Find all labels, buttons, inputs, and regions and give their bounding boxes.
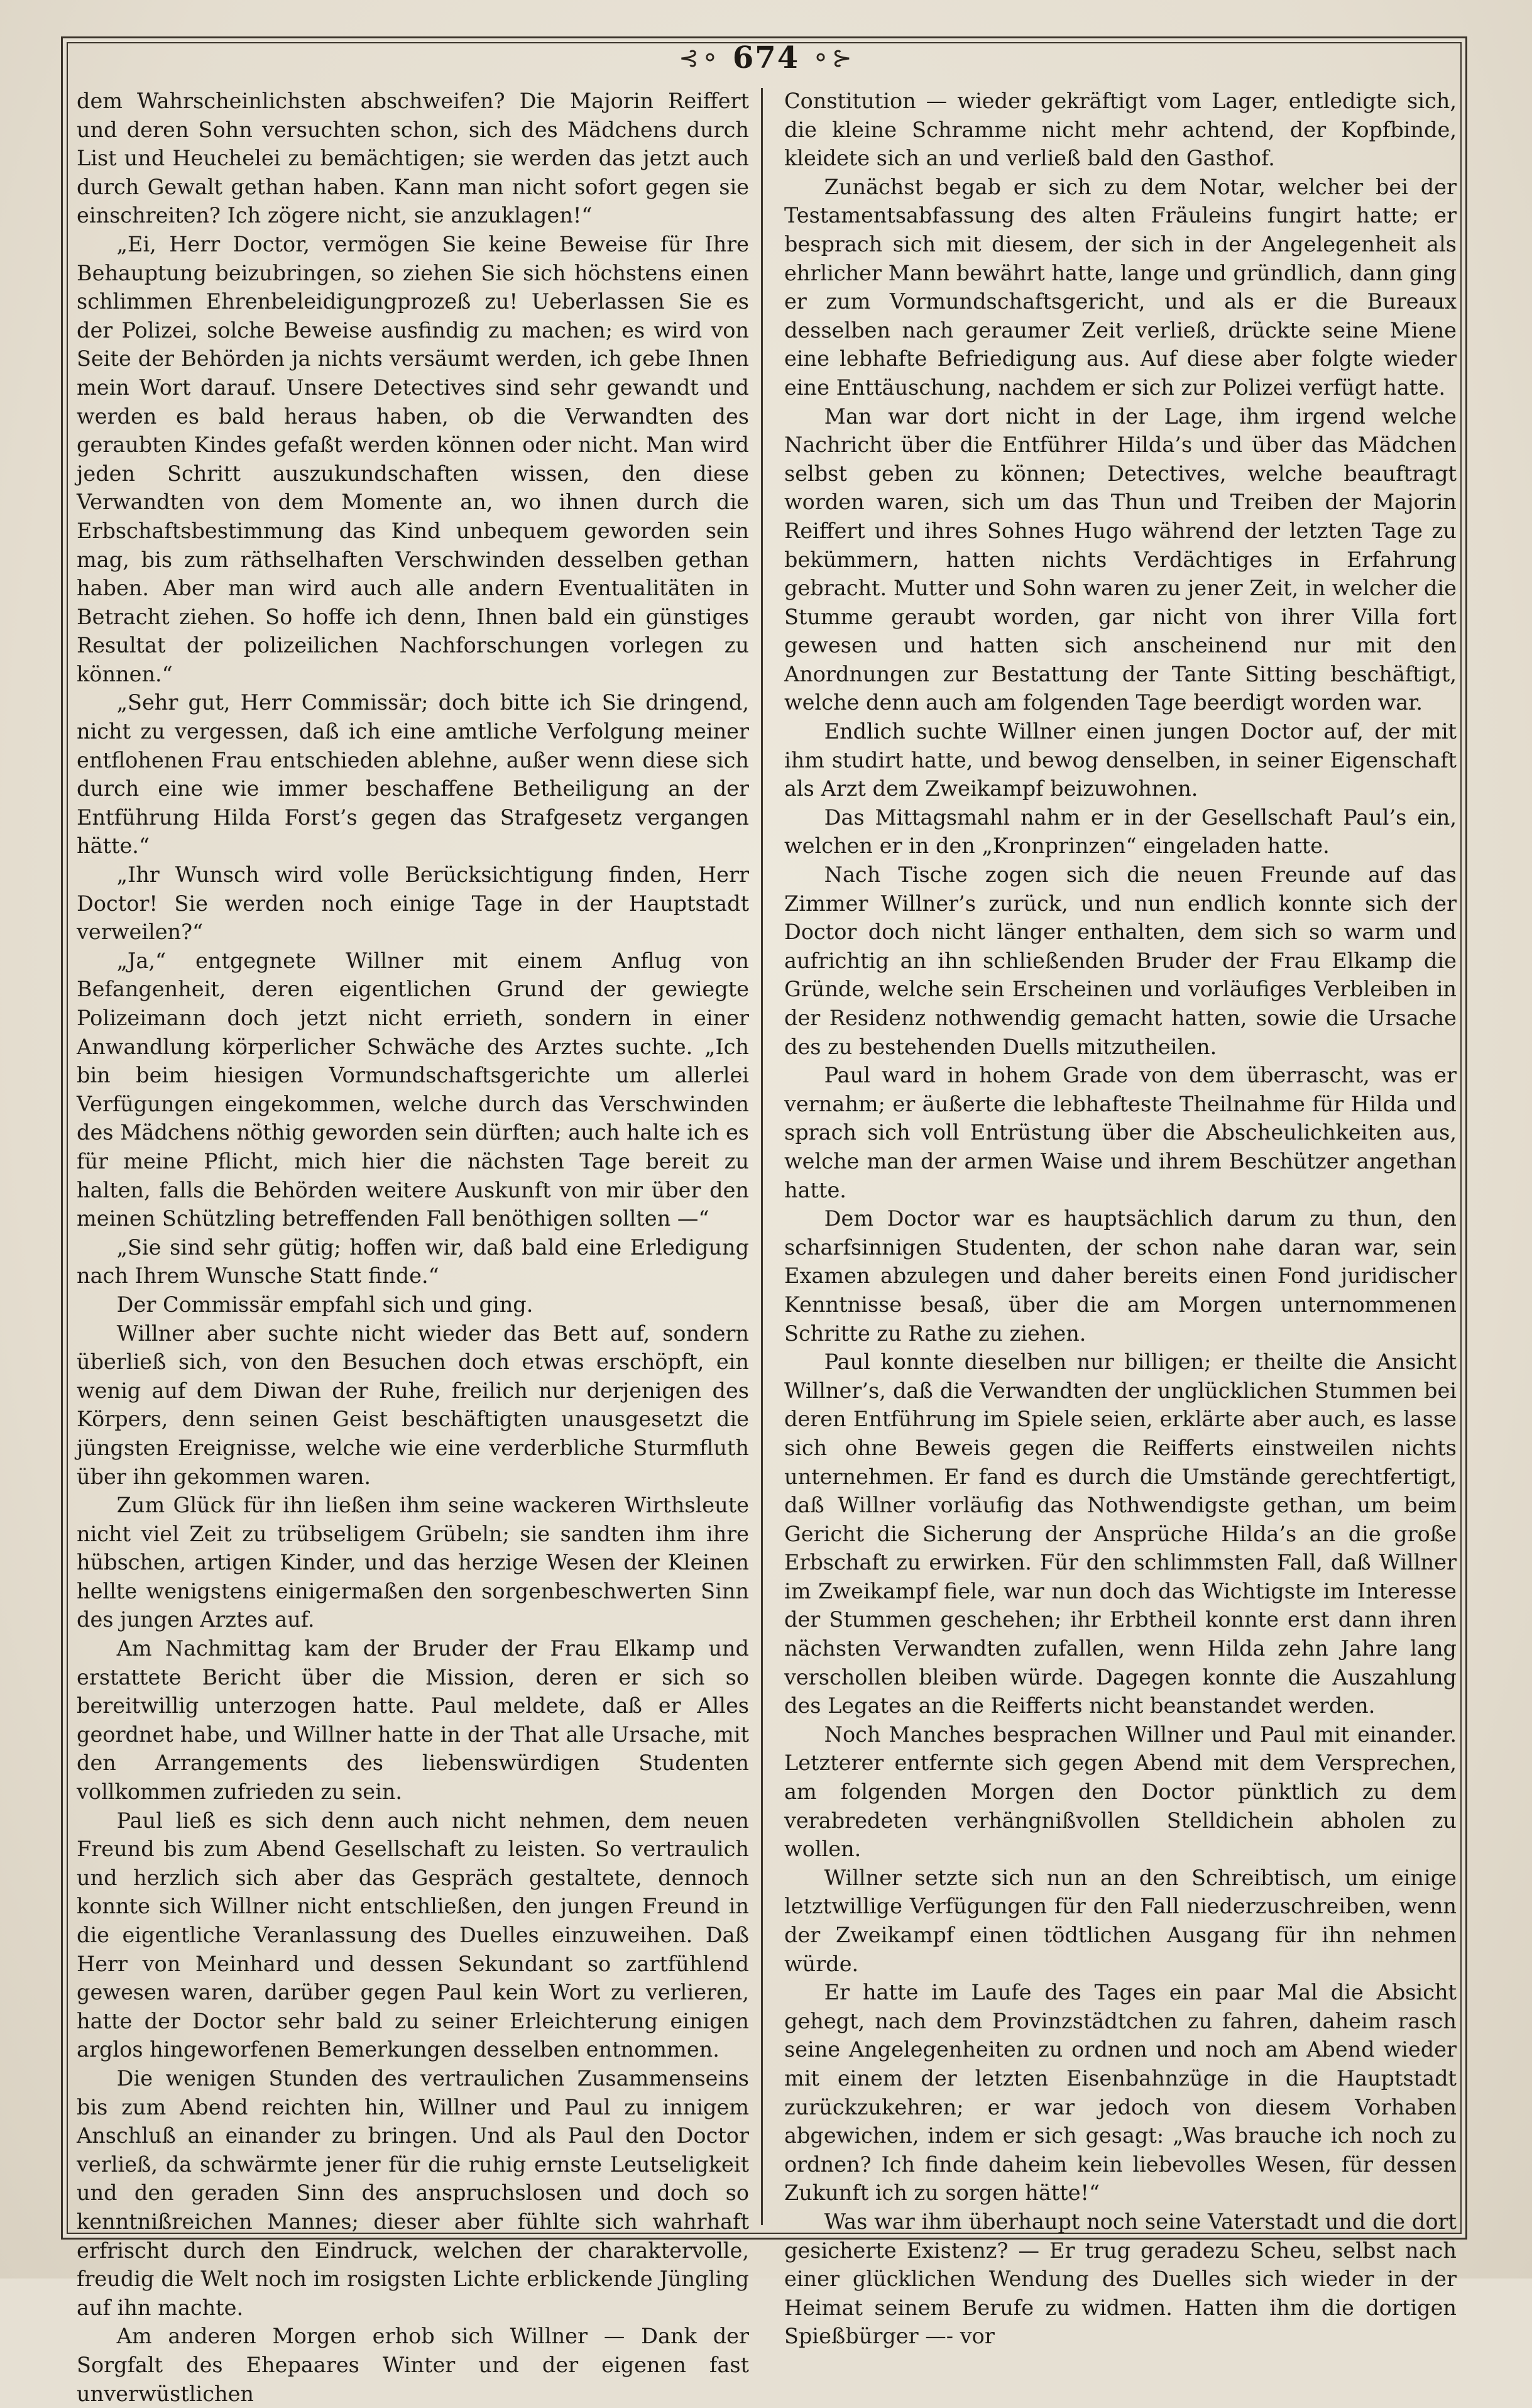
ornament-left-icon: ⊰⚬	[679, 44, 721, 72]
paragraph: Das Mittagsmahl nahm er in der Gesellschaft Paul’s ein, welchen er in den „Kronprinzen“ eingeladen hatte.	[784, 805, 1457, 859]
paragraph: Willner setzte sich nun an den Schreibtisch, um einige letztwillige Verfügungen für den Fall niederzuschreiben, wenn der Zweikampf einen tödtlichen Ausgang für ihn nehmen würde.	[784, 1865, 1457, 1976]
paragraph: Endlich suchte Willner einen jungen Doctor auf, der mit ihm studirt hatte, und bewog denselben, in seiner Eigenschaft als Arzt dem Zweikampf beizuwohnen.	[784, 719, 1457, 801]
paragraph: Paul ward in hohem Grade von dem überrascht, was er vernahm; er äußerte die lebhafteste Theilnahme für Hilda und sprach sich voll Entrüstung über die Abscheulichkeiten aus, welche man der armen Waise und ihrem Beschützer angethan hatte.	[784, 1063, 1457, 1202]
paragraph: Die wenigen Stunden des vertraulichen Zusammenseins bis zum Abend reichten hin, Willner und Paul zu innigem Anschluß an einander zu bringen. Und als Paul den Doctor verließ, da schwärmte jener für die ruhig ernste Leutseligkeit und den geraden Sinn des anspruchslosen und doch so kenntnißreichen Mannes; dieser aber fühlte sich wahrhaft erfrischt durch den Eindruck, welchen der charaktervolle, freudig die Welt noch im rosigsten Lichte erblickende Jüngling auf ihn machte.	[77, 2065, 749, 2320]
paragraph: „Ihr Wunsch wird volle Berücksichtigung finden, Herr Doctor! Sie werden noch einige Tage in der Hauptstadt verweilen?“	[77, 862, 749, 945]
page-header	[0, 33, 1532, 83]
paragraph: Paul konnte dieselben nur billigen; er theilte die Ansicht Willner’s, daß die Verwandten der unglücklichen Stummen bei deren Entführung im Spiele seien, erklärte aber auch, es lasse sich ohne Beweis gegen die Reifferts einstweilen nichts unternehmen. Er fand es durch die Umstände gerechtfertigt, daß Willner vorläufig das Nothwendigste gethan, um beim Gericht die Sicherung der Ansprüche Hilda’s an die große Erbschaft zu erwirken. Für den schlimmsten Fall, daß Willner im Zweikampf fiele, war nun doch das Wichtigste im Interesse der Stummen geschehen; ihr Erbtheil konnte erst dann ihren nächsten Verwandten zufallen, wenn Hilda zehn Jahre lang verschollen bleiben würde. Dagegen konnte die Auszahlung des Legates an die Reifferts nicht beanstandet werden.	[784, 1350, 1457, 1718]
paragraph: Zunächst begab er sich zu dem Notar, welcher bei der Testamentsabfassung des alten Fräuleins fungirt hatte; er besprach sich mit diesem, der sich in der Angelegenheit als ehrlicher Mann bewährt hatte, lange und gründlich, dann ging er zum Vormundschaftsgericht, und als er die Bureaux desselben nach geraumer Zeit verließ, drückte seine Miene eine lebhafte Befriedigung aus. Auf diese aber folgte wieder eine Enttäuschung, nachdem er sich zur Polizei verfügt hatte.	[784, 174, 1457, 400]
paragraph: „Ja,“ entgegnete Willner mit einem Anflug von Befangenheit, deren eigentlichen Grund der gewiegte Polizeimann doch jetzt nicht errieth, sondern in einer Anwandlung körperlicher Schwäche des Arztes suchte. „Ich bin beim hiesigen Vormundschaftsgerichte um allerlei Verfügungen eingekommen, welche durch das Verschwinden des Mädchens nöthig geworden sein dürften; auch halte ich es für meine Pflicht, mich hier die nächsten Tage bereit zu halten, falls die Behörden weitere Auskunft von mir über den meinen Schützling betreffenden Fall benöthigen sollten —“	[77, 948, 749, 1231]
paragraph: Dem Doctor war es hauptsächlich darum zu thun, den scharfsinnigen Studenten, der schon nahe daran war, sein Examen abzulegen und daher bereits einen Fond juridischer Kenntnisse besaß, über die am Morgen unternommenen Schritte zu Rathe zu ziehen.	[784, 1206, 1457, 1346]
paragraph: dem Wahrscheinlichsten abschweifen? Die Majorin Reiffert und deren Sohn versuchten schon, sich des Mädchens durch List und Heuchelei zu bemächtigen; sie werden das jetzt auch durch Gewalt gethan haben. Kann man nicht sofort gegen sie einschreiten? Ich zögere nicht, sie anzuklagen!“	[77, 89, 749, 228]
paragraph: Nach Tische zogen sich die neuen Freunde auf das Zimmer Willner’s zurück, und nun endlich konnte sich der Doctor doch nicht länger enthalten, dem sich so warm und aufrichtig an ihn schließenden Bruder der Frau Elkamp die Gründe, welche sein Erscheinen und vorläufiges Verbleiben in der Residenz nothwendig gemacht hatten, sowie die Ursache des zu bestehenden Duells mitzutheilen.	[784, 862, 1457, 1059]
paragraph: Man war dort nicht in der Lage, ihm irgend welche Nachricht über die Entführer Hilda’s und über das Mädchen selbst geben zu können; Detectives, welche beauftragt worden waren, sich um das Thun und Treiben der Majorin Reiffert und ihres Sohnes Hugo während der letzten Tage zu bekümmern, hatten nichts Verdächtiges in Erfahrung gebracht. Mutter und Sohn waren zu jener Zeit, in welcher die Stumme geraubt worden, gar nicht von ihrer Villa fort gewesen und hatten sich anscheinend nur mit den Anordnungen zur Bestattung der Tante Sitting beschäftigt, welche denn auch am folgenden Tage beerdigt worden war.	[784, 404, 1457, 715]
paragraph: Constitution — wieder gekräftigt vom Lager, entledigte sich, die kleine Schramme nicht mehr achtend, der Kopfbinde, kleidete sich an und verließ bald den Gasthof.	[784, 89, 1457, 171]
text-column-right	[784, 87, 1457, 2349]
paragraph: „Sehr gut, Herr Commissär; doch bitte ich Sie dringend, nicht zu vergessen, daß ich eine amtliche Verfolgung meiner entflohenen Frau entschieden ablehne, außer wenn diese sich durch eine wie immer beschaffene Betheiligung an der Entführung Hilda Forst’s gegen das Strafgesetz vergangen hätte.“	[77, 690, 749, 859]
paragraph: Zum Glück für ihn ließen ihm seine wackeren Wirthsleute nicht viel Zeit zu trübseligem Grübeln; sie sandten ihm ihre hübschen, artigen Kinder, und das herzige Wesen der Kleinen hellte wenigstens einigermaßen den sorgenbeschwerten Sinn des jungen Arztes auf.	[77, 1493, 749, 1632]
paragraph: „Sie sind sehr gütig; hoffen wir, daß bald eine Erledigung nach Ihrem Wunsche Statt finde.“	[77, 1234, 749, 1289]
paragraph: Am Nachmittag kam der Bruder der Frau Elkamp und erstattete Bericht über die Mission, deren er sich so bereitwillig unterzogen hatte. Paul meldete, daß er Alles geordnet habe, und Willner hatte in der That alle Ursache, mit den Arrangements des liebenswürdigen Studenten vollkommen zufrieden zu sein.	[77, 1636, 749, 1805]
paragraph: Paul ließ es sich denn auch nicht nehmen, dem neuen Freund bis zum Abend Gesellschaft zu leisten. So vertraulich und herzlich sich aber das Gespräch gestaltete, dennoch konnte sich Willner nicht entschließen, den jungen Freund in die eigentliche Veranlassung des Duelles einzuweihen. Daß Herr von Meinhard und dessen Sekundant so zartfühlend gewesen waren, darüber gegen Paul kein Wort zu verlieren, hatte der Doctor sehr bald zu seiner Erleichterung einigen arglos hingeworfenen Bemerkungen desselben entnommen.	[77, 1808, 749, 2062]
paragraph: Der Commissär empfahl sich und ging.	[116, 1292, 533, 1317]
paragraph: Am anderen Morgen erhob sich Willner — Dank der Sorgfalt des Ehepaares Winter und der eigenen fast unverwüstlichen	[77, 2324, 749, 2406]
text-column-left	[77, 87, 749, 2406]
paragraph: „Ei, Herr Doctor, vermögen Sie keine Beweise für Ihre Behauptung beizubringen, so ziehen Sie sich höchstens einen schlimmen Ehrenbeleidigungprozeß zu! Ueberlassen Sie es der Polizei, solche Beweise ausfindig zu machen; es wird von Seite der Behörden ja nichts versäumt werden, ich gebe Ihnen mein Wort darauf. Unsere Detectives sind sehr gewandt und werden es bald heraus haben, ob die Verwandten des geraubten Kindes gefaßt werden können oder nicht. Man wird jeden Schritt auszukundschaften wissen, den diese Verwandten von dem Momente an, wo ihnen durch die Erbschaftsbestimmung das Kind unbequem geworden sein mag, bis zum räthselhaften Verschwinden desselben gethan haben. Aber man wird auch alle andern Eventualitäten in Betracht ziehen. So hoffe ich denn, Ihnen bald ein günstiges Resultat der polizeilichen Nachforschungen vorlegen zu können.“	[77, 231, 749, 686]
paragraph: Willner aber suchte nicht wieder das Bett auf, sondern überließ sich, von den Besuchen doch etwas erschöpft, ein wenig auf dem Diwan der Ruhe, freilich nur derjenigen des Körpers, denn seinen Geist beschäftigten unausgesetzt die jüngsten Ereignisse, welche wie eine verderbliche Sturmfluth über ihn gekommen waren.	[77, 1321, 749, 1489]
paragraph: Noch Manches besprachen Willner und Paul mit einander. Letzterer entfernte sich gegen Abend mit dem Versprechen, am folgenden Morgen den Doctor pünktlich zu dem verabredeten verhängnißvollen Stelldichein abholen zu wollen.	[784, 1722, 1457, 1862]
page-number: 674	[732, 40, 800, 75]
paragraph: Er hatte im Laufe des Tages ein paar Mal die Absicht gehegt, nach dem Provinzstädtchen zu fahren, daheim rasch seine Angelegenheiten zu ordnen und noch am Abend wieder mit einem der letzten Eisenbahnzüge in die Hauptstadt zurückzukehren; er war jedoch von diesem Vorhaben abgewichen, indem er sich gesagt: „Was brauche ich noch zu ordnen? Ich finde daheim kein liebevolles Wesen, für dessen Zukunft ich zu sorgen hätte!“	[784, 1980, 1457, 2206]
column-divider	[761, 88, 763, 2225]
ornament-right-icon: ⚬⊱	[811, 44, 853, 72]
paragraph: Was war ihm überhaupt noch seine Vaterstadt und die dort gesicherte Existenz? — Er trug geradezu Scheu, selbst nach einer glücklichen Wendung des Duelles sich wieder in der Heimat seinem Berufe zu widmen. Hatten ihm die dortigen Spießbürger —- vor	[784, 2209, 1457, 2349]
